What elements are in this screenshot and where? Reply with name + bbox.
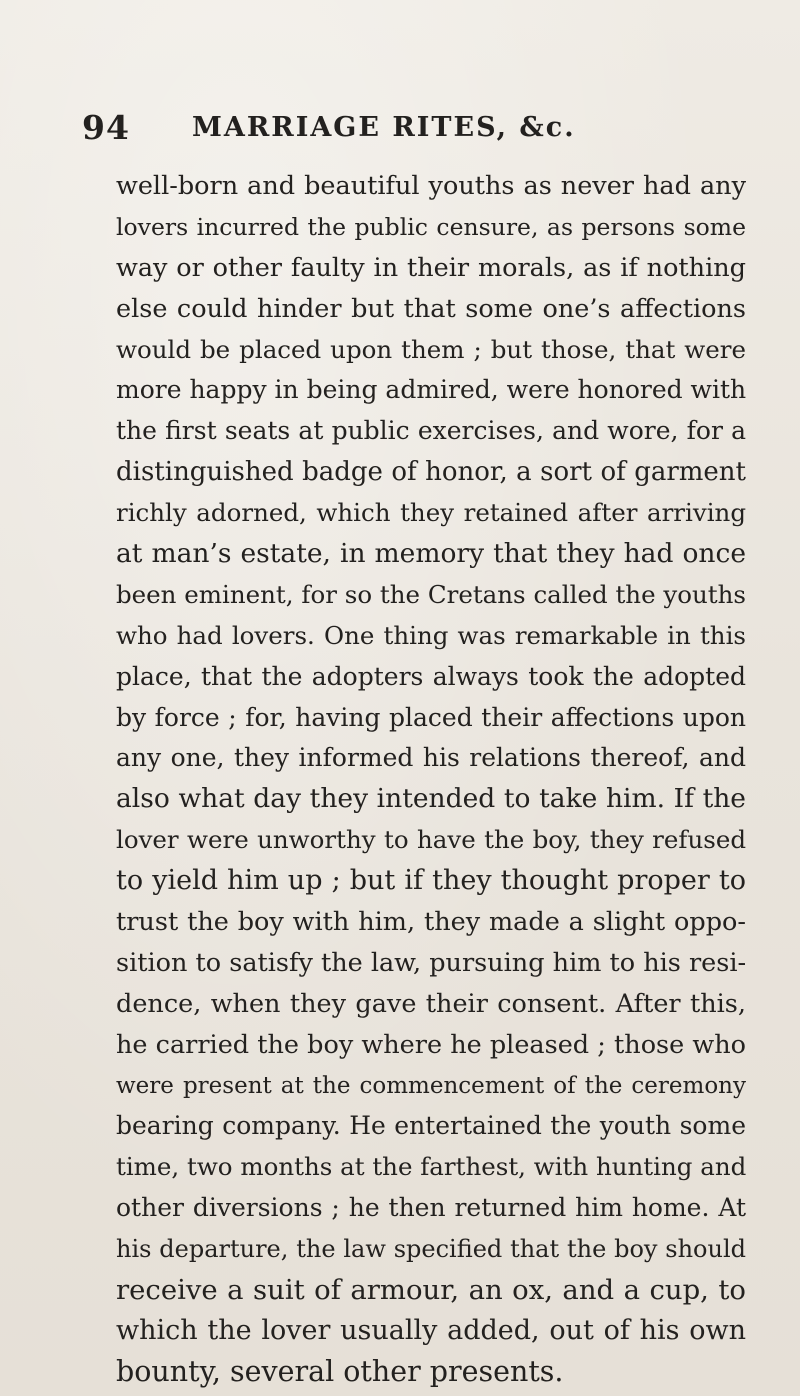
text-line: else could hinder but that some one’s affections	[116, 293, 746, 324]
text-line: dence, when they gave their consent. After this,	[116, 988, 746, 1019]
text-line: also what day they intended to take him. If the	[116, 783, 746, 815]
text-line: trust the boy with him, they made a slight oppo-	[116, 907, 746, 938]
page-header	[82, 108, 742, 158]
text-line: more happy in being admired, were honored with	[116, 375, 747, 405]
text-line: he carried the boy where he pleased ; those who	[116, 1029, 746, 1060]
text-line: to yield him up ; but if they thought proper to	[116, 865, 746, 897]
running-head: MARRIAGE RITES, &c.	[192, 112, 576, 143]
text-line: well-born and beautiful youths as never had any	[116, 171, 746, 201]
text-line: receive a suit of armour, an ox, and a cup, to	[116, 1274, 746, 1307]
text-line: time, two months at the farthest, with hunting and	[116, 1152, 747, 1182]
text-line: at man’s estate, in memory that they had once	[116, 538, 746, 570]
text-line: the first seats at public exercises, and wore, for a	[116, 416, 746, 446]
text-line: richly adorned, which they retained after arriving	[116, 498, 746, 528]
text-line: any one, they informed his relations thereof, and	[116, 743, 746, 773]
text-line: lovers incurred the public censure, as persons some	[116, 212, 746, 241]
text-line: bounty, several other presents.	[116, 1354, 564, 1388]
text-line: sition to satisfy the law, pursuing him to his resi-	[116, 947, 747, 978]
page-number: 94	[82, 108, 130, 147]
text-line: bearing company. He entertained the youth some	[116, 1111, 746, 1141]
text-line: who had lovers. One thing was remarkable in this	[116, 620, 746, 650]
text-line: were present at the commencement of the ceremony	[116, 1072, 746, 1099]
text-line: which the lover usually added, out of his own	[116, 1314, 746, 1346]
text-line: lover were unworthy to have the boy, they refused	[116, 825, 746, 855]
text-line: been eminent, for so the Cretans called the youths	[116, 579, 746, 609]
text-line: would be placed upon them ; but those, that were	[116, 334, 746, 364]
text-line: distinguished badge of honor, a sort of garment	[116, 457, 746, 488]
text-line: his departure, the law specified that the boy should	[116, 1235, 746, 1264]
text-line: other diversions ; he then returned him home. At	[116, 1193, 746, 1223]
text-line: place, that the adopters always took the adopted	[116, 661, 746, 691]
text-line: by force ; for, having placed their affections upon	[116, 702, 746, 732]
text-line: way or other faulty in their morals, as if nothing	[116, 252, 746, 283]
body-text	[116, 166, 746, 1393]
